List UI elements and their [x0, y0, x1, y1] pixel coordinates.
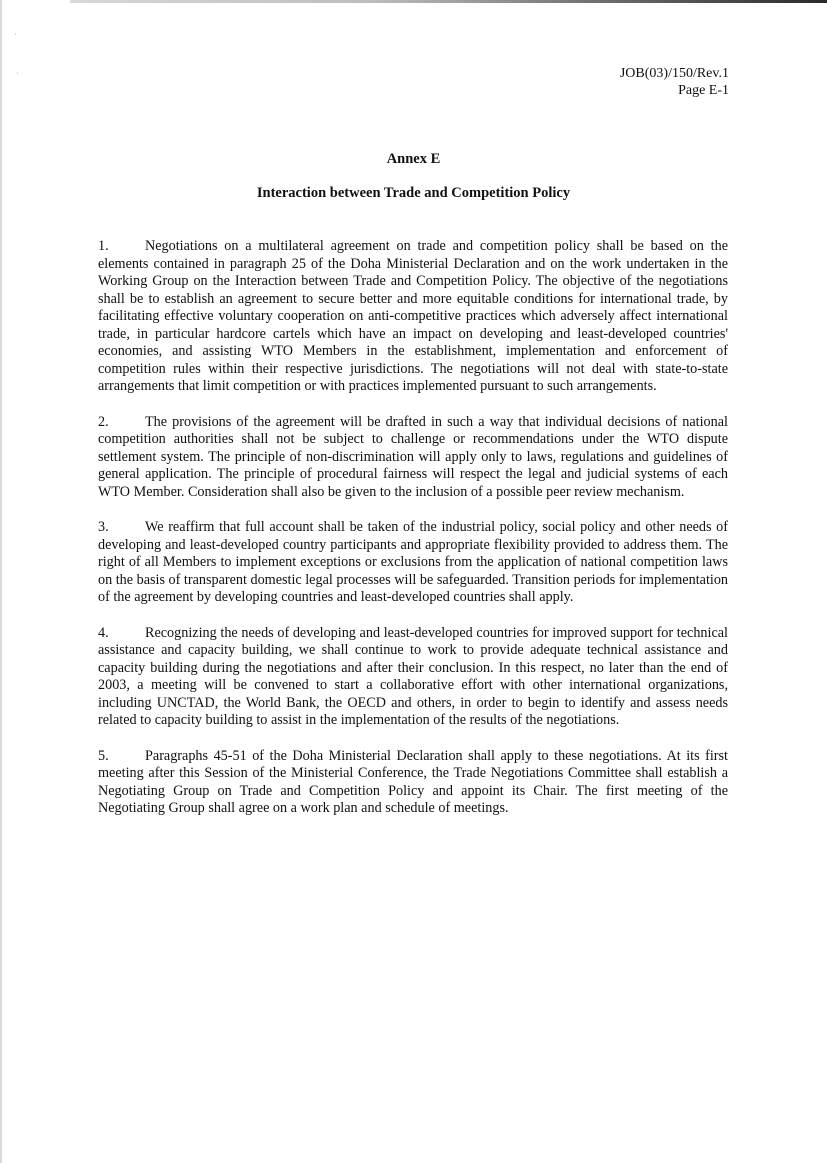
paragraph-2	[98, 414, 728, 502]
scan-speck: ·	[16, 69, 19, 78]
document-body	[98, 238, 728, 836]
document-reference: JOB(03)/150/Rev.1	[619, 66, 729, 81]
annex-title: Annex E	[386, 151, 441, 167]
scan-left-edge	[0, 0, 2, 1163]
paragraph-1	[98, 238, 728, 396]
paragraph-text: The provisions of the agreement will be drafted in such a way that individual decisions of national competition authorities shall not be subject to challenge or recommendations under the WTO dispute settlement system. The principle of non-discrimination will apply only to laws, regulations and guidelines of general application. The principle of procedural fairness will respect the legal and judicial systems of each WTO Member. Consideration shall also be given to the inclusion of a possible peer review mechanism.	[98, 413, 728, 500]
paragraph-3	[98, 519, 728, 607]
scan-top-rule	[70, 0, 827, 3]
paragraph-4	[98, 625, 728, 730]
paragraph-text: Paragraphs 45-51 of the Doha Ministerial Declaration shall apply to these negotiations. At its first meeting after this Session of the Ministerial Conference, the Trade Negotiations Committee shall establish a Negotiating Group on Trade and Competition Policy and appoint its Chair. The first meeting of the Negotiating Group shall agree on a work plan and schedule of meetings.	[98, 747, 728, 816]
paragraph-number: 4.	[98, 624, 109, 641]
page-reference: Page E-1	[678, 83, 729, 98]
paragraph-number: 1.	[98, 238, 109, 254]
paragraph-text: We reaffirm that full account shall be taken of the industrial policy, social policy and other needs of developing and least-developed country participants and appropriate flexibility provided to address them. The right of all Members to implement exceptions or exclusions from the application of national competition laws on the basis of transparent domestic legal processes will be safeguarded. Transition periods for implementation of the agreement by developing countries and least-developed countries shall apply.	[98, 519, 729, 605]
paragraph-text: Recognizing the needs of developing and least-developed countries for improved support for technical assistance and capacity building, we shall continue to work to provide adequate technical assistance and capacity building during the negotiations and after their conclusion. In this respect, no later than the end of 2003, a meeting will be convened to start a collaborative effort with other international organizations, including UNCTAD, the World Bank, the OECD and others, in order to begin to identify and assess needs related to capacity building to assist in the implementation of the results of the negotiations.	[98, 624, 728, 728]
document-header	[620, 65, 729, 99]
paragraph-number: 3.	[98, 519, 109, 535]
scan-speck: ·	[14, 30, 17, 39]
paragraph-text: Negotiations on a multilateral agreement on trade and competition policy shall be based on the elements contained in paragraph 25 of the Doha Ministerial Declaration and on the work undertaken in the Working Group on the Interaction between Trade and Competition Policy. The objective of the negotiations shall be to establish an agreement to secure better and more equitable conditions for international trade, by facilitating effective voluntary cooperation on anti-competitive practices which adversely affect international trade, in particular hardcore cartels which have an impact on developing and least-developed countries' economies, and assisting WTO Members in the establishment, implementation and enforcement of competition rules within their respective jurisdictions. The negotiations will not deal with state-to-state arrangements that limit competition or with practices implemented pursuant to such arrangements.	[98, 238, 728, 394]
annex-subtitle: Interaction between Trade and Competition Policy	[256, 185, 571, 201]
paragraph-number: 5.	[98, 747, 109, 764]
paragraph-number: 2.	[98, 413, 109, 430]
paragraph-5	[98, 748, 728, 818]
